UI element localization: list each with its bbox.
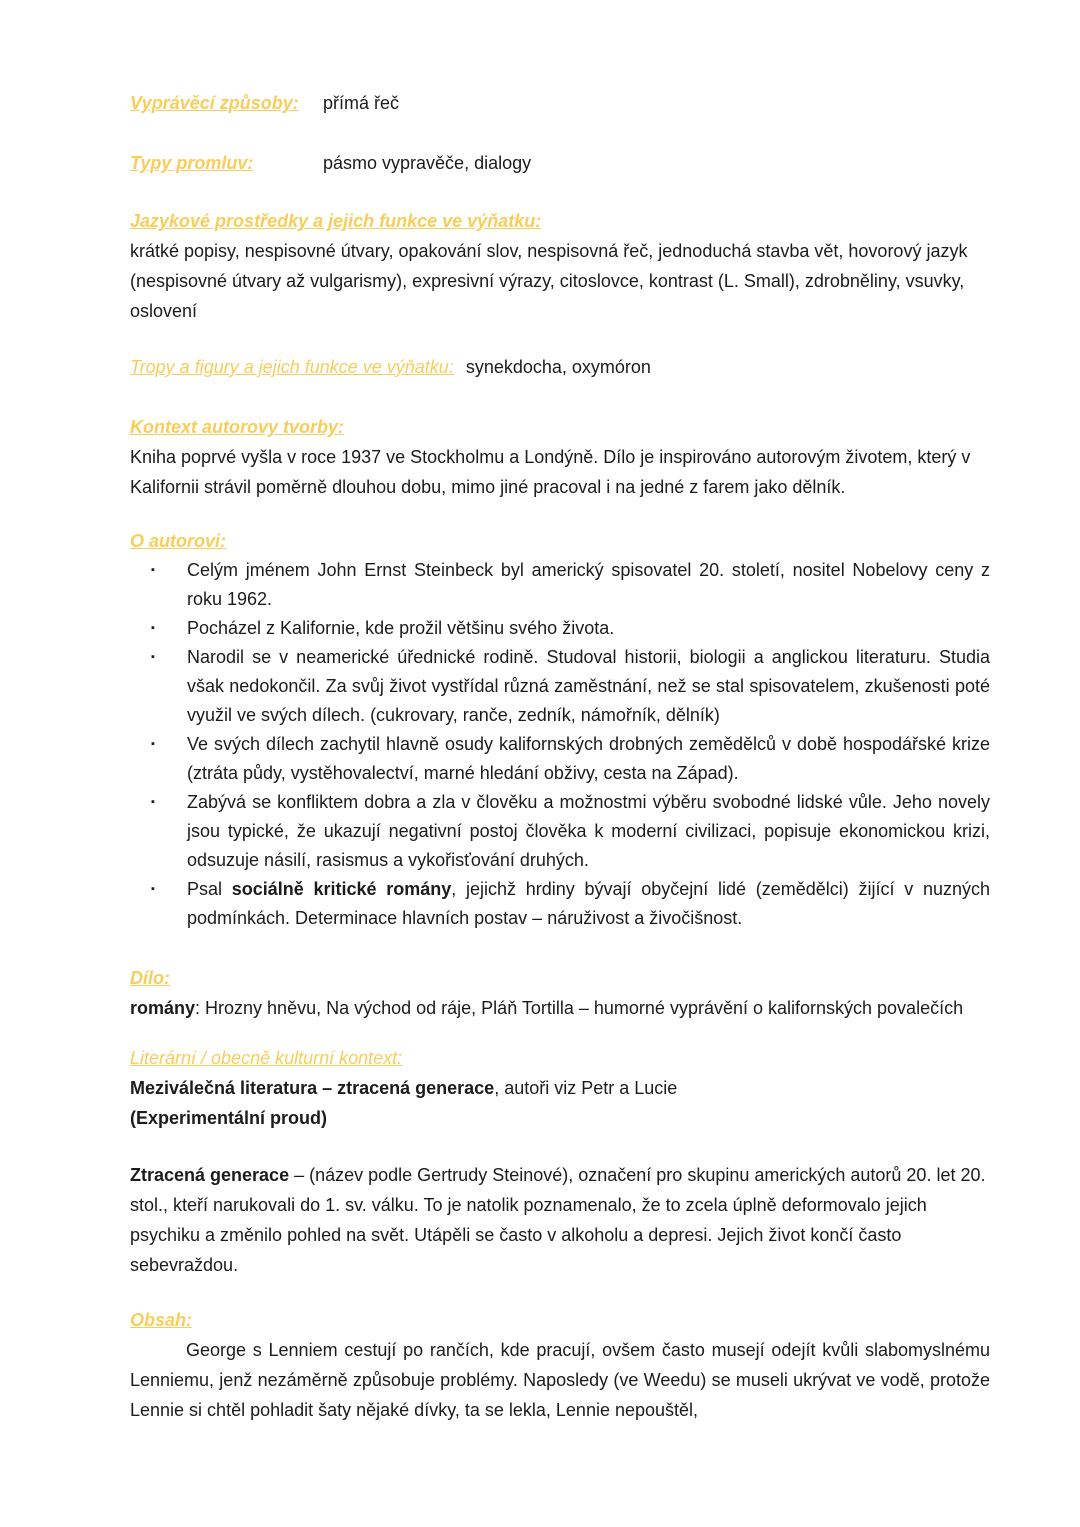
section-language-devices: [130, 206, 990, 326]
list-item: [130, 556, 990, 614]
list-item: [130, 875, 990, 933]
square-bullet-icon: ▪: [151, 738, 155, 750]
heading-language-devices: Jazykové prostředky a jejich funkce ve výňatku:: [130, 211, 542, 231]
literary-context-line1-bold: Meziválečná literatura – ztracená generace: [130, 1078, 495, 1098]
section-lost-generation: [130, 1160, 990, 1280]
section-about-author: [130, 526, 990, 933]
square-bullet-icon: ▪: [151, 796, 155, 808]
works-lead-bold: romány: [130, 998, 196, 1018]
square-bullet-icon: ▪: [151, 651, 155, 663]
narrative-modes-value: přímá řeč: [323, 93, 400, 113]
tropes-figures-value: synekdocha, oxymóron: [465, 357, 651, 377]
heading-summary: Obsah:: [130, 1310, 193, 1330]
square-bullet-icon: ▪: [151, 564, 155, 576]
literary-context-line2-bold: (Experimentální proud): [130, 1108, 328, 1128]
list-item-text-bold: sociálně kritické romány: [231, 879, 452, 899]
heading-tropes-figures: Tropy a figury a jejich funkce ve výňatku:: [130, 357, 454, 377]
list-item-text: [187, 875, 990, 933]
author-context-body: Kniha poprvé vyšla v roce 1937 ve Stockholmu a Londýně. Dílo je inspirováno autorovým životem, který v Kalifornii strávil poměrně dlouhou dobu, mimo jiné pracoval i na jedné z farem jako dělník.: [130, 447, 971, 497]
literary-context-line1: [130, 1073, 990, 1103]
summary-body: George s Lenniem cestují po rančích, kde pracují, ovšem často musejí odejít kvůli slabomyslnému Lenniemu, jenž nezáměrně způsobuje problémy. Naposledy (ve Weedu) se museli ukrývat ve vodě, protože Lennie si chtěl pohladit šaty nějaké dívky, ta se lekla, Lennie nepouštěl,: [130, 1340, 990, 1420]
list-item: [130, 730, 990, 788]
section-narrative-modes: [130, 88, 990, 118]
list-item: [130, 643, 990, 730]
list-item-text: Celým jménem John Ernst Steinbeck byl americký spisovatel 20. století, nositel Nobelovy ceny z roku 1962.: [187, 560, 990, 609]
language-devices-body: krátké popisy, nespisovné útvary, opakování slov, nespisovná řeč, jednoduchá stavba vět, hovorový jazyk (nespisovné útvary až vulgarismy), expresivní výrazy, citoslovce, kontrast (L. Small), zdrobněliny, vsuvky, oslovení: [130, 241, 968, 321]
lost-generation-lead-bold: Ztracená generace: [130, 1165, 290, 1185]
works-body-rest: : Hrozny hněvu, Na východ od ráje, Pláň Tortilla – humorné vyprávění o kalifornských povalečích: [195, 998, 964, 1018]
square-bullet-icon: ▪: [151, 622, 155, 634]
literary-context-line1-rest: , autoři viz Petr a Lucie: [494, 1078, 678, 1098]
list-item-text: Narodil se v neamerické úřednické rodině. Studoval historii, biologii a anglickou literaturu. Studia však nedokončil. Za svůj život vystřídal různá zaměstnání, než se stal spisovatelem, zkušenosti poté využil ve svých dílech. (cukrovary, ranče, zedník, námořník, dělník): [187, 647, 990, 725]
list-item-text-post: , jejichž hrdiny bývají obyčejní lidé (zemědělci) žijící v nuzných podmínkách. Determinace hlavních postav – náruživost a živočišnost.: [187, 879, 990, 928]
section-tropes-figures: [130, 352, 990, 382]
heading-speech-types: Typy promluv:: [130, 153, 254, 173]
list-item-text-pre: Psal: [187, 879, 232, 899]
heading-author-context: Kontext autorovy tvorby:: [130, 417, 345, 437]
about-author-list: [130, 556, 990, 933]
list-item: [130, 788, 990, 875]
section-literary-context: [130, 1043, 990, 1133]
list-item: [130, 614, 990, 643]
works-body: [130, 993, 990, 1023]
lost-generation-body-rest: – (název podle Gertrudy Steinové), označení pro skupinu amerických autorů 20. let 20. stol., kteří narukovali do 1. sv. válku. To je natolik poznamenalo, že to zcela úplně deformovalo jejich psychiku a změnilo pohled na svět. Utápěli se často v alkoholu a depresi. Jejich život končí často sebevraždou.: [130, 1165, 986, 1275]
list-item-text: Ve svých dílech zachytil hlavně osudy kalifornských drobných zemědělců v době hospodářské krize (ztráta půdy, vystěhovalectví, marné hledání obživy, cesta na Západ).: [187, 734, 990, 783]
square-bullet-icon: ▪: [151, 883, 155, 895]
heading-literary-context: Literární / obecně kulturní kontext:: [130, 1048, 403, 1068]
heading-about-author: O autorovi:: [130, 531, 227, 551]
section-speech-types: [130, 148, 990, 178]
literary-context-line2: [130, 1103, 990, 1133]
list-item-text: Pocházel z Kalifornie, kde prožil většinu svého života.: [187, 618, 615, 638]
heading-narrative-modes: Vyprávěcí způsoby:: [130, 93, 299, 113]
section-summary: [130, 1305, 990, 1425]
section-works: [130, 963, 990, 1023]
lost-generation-body: [130, 1160, 990, 1280]
list-item-text: Zabývá se konfliktem dobra a zla v člověku a možnostmi výběru svobodné lidské vůle. Jeho novely jsou typické, že ukazují negativní postoj člověka k moderní civilizaci, popisuje ekonomickou krizi, odsuzuje násilí, rasismus a vykořisťování druhých.: [187, 792, 990, 870]
speech-types-value: pásmo vypravěče, dialogy: [323, 153, 532, 173]
section-author-context: [130, 412, 990, 502]
heading-works: Dílo:: [130, 968, 170, 988]
